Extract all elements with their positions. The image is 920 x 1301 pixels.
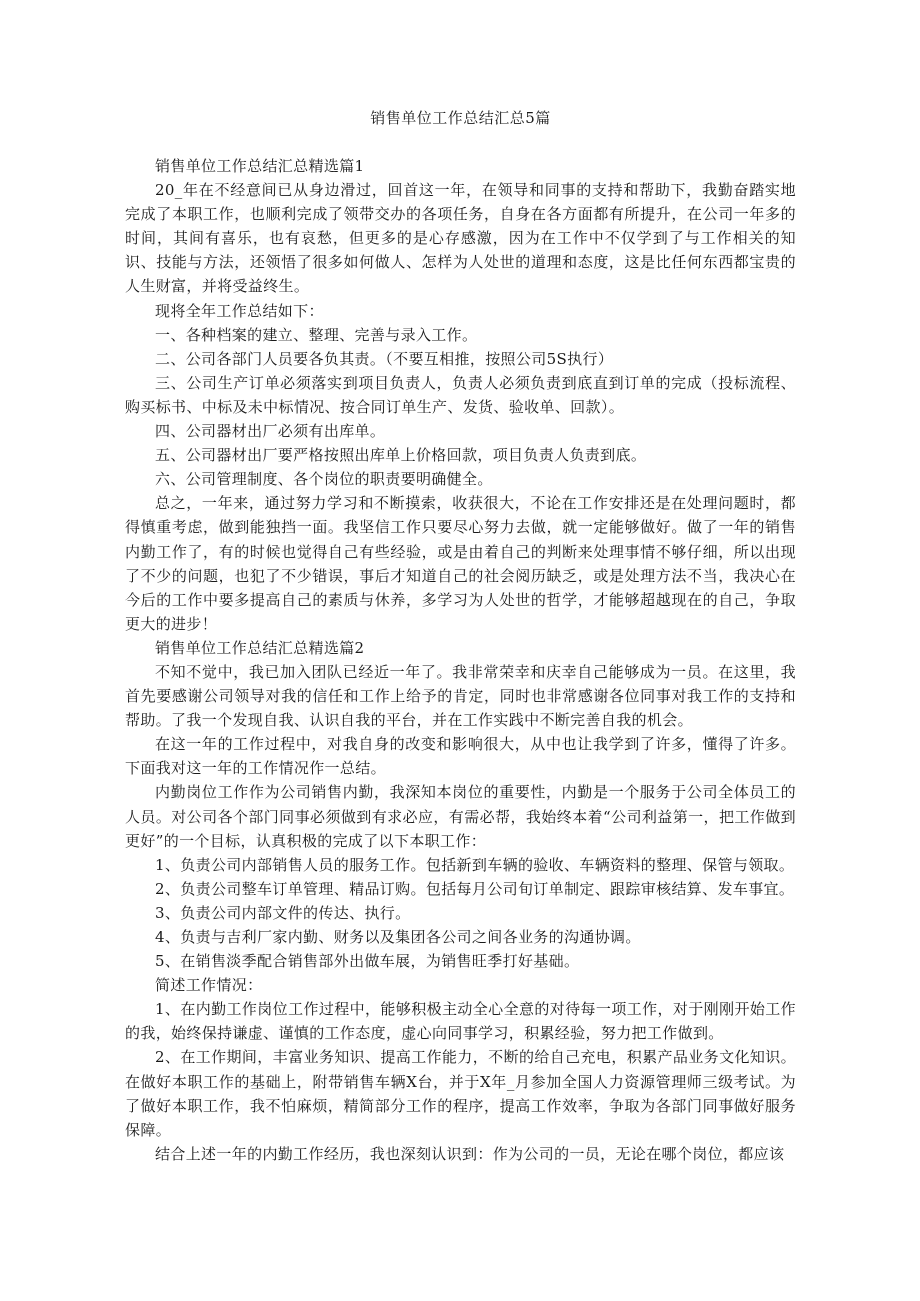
list-item: 一、各种档案的建立、整理、完善与录入工作。 [155, 325, 478, 344]
list-item: 5、在销售淡季配合销售部外出做车展，为销售旺季打好基础。 [155, 952, 580, 971]
list-item: 1、在内勤工作岗位工作过程中，能够积极主动全心全意的对待每一项工作，对于刚刚开始工作的我，始终保持谦虚、谨慎的工作态度，虚心向同事学习，积累经验，努力把工作做到。 [125, 1000, 796, 1043]
paragraph: 20_年在不经意间已从身边滑过，回首这一年，在领导和同事的支持和帮助下，我勤奋踏实地完成了本职工作，也顺利完成了领带交办的各项任务，自身在各方面都有所提升，在公司一年多的时间，其间有喜乐，也有哀愁，但更多的是心存感激，因为在工作中不仅学到了与工作相关的知识、技能与方法，还领悟了很多如何做人、怎样为人处世的道理和态度，这是比任何东西都宝贵的人生财富，并将受益终生。 [125, 181, 796, 296]
paragraph: 内勤岗位工作作为公司销售内勤，我深知本岗位的重要性，内勤是一个服务于公司全体员工的人员。对公司各个部门同事必须做到有求必应，有需必帮，我始终本着“公司利益第一，把工作做到更好”的一个目标，认真积极的完成了以下本职工作： [125, 783, 796, 850]
list-item: 二、公司各部门人员要各负其责。（不要互相推，按照公司5S执行） [155, 349, 614, 368]
list-item: 2、在工作期间，丰富业务知识、提高工作能力，不断的给自己充电，积累产品业务文化知识。在做好本职工作的基础上，附带销售车辆X台，并于X年_月参加全国人力资源管理师三级考试。为了做好本职工作，我不怕麻烦，精简部分工作的程序，提高工作效率，争取为各部门同事做好服务保障。 [125, 1048, 796, 1139]
paragraph: 简述工作情况： [155, 976, 263, 995]
paragraph: 在这一年的工作过程中，对我自身的改变和影响很大，从中也让我学到了许多，懂得了许多。下面我对这一年的工作情况作一总结。 [125, 735, 796, 778]
list-item: 三、公司生产订单必须落实到项目负责人，负责人必须负责到底直到订单的完成（投标流程、购买标书、中标及未中标情况、按合同订单生产、发货、验收单、回款）。 [125, 373, 796, 416]
list-item: 4、负责与吉利厂家内勤、财务以及集团各公司之间各业务的沟通协调。 [155, 928, 641, 946]
document-page [125, 106, 796, 1166]
list-item: 六、公司管理制度、各个岗位的职责要明确健全。 [155, 470, 493, 489]
document-body [125, 154, 796, 1166]
paragraph: 现将全年工作总结如下： [155, 301, 324, 320]
list-item: 1、负责公司内部销售人员的服务工作。包括新到车辆的验收、车辆资料的整理、保管与领取。 [155, 855, 795, 874]
section-heading-1: 销售单位工作总结汇总精选篇1 [155, 157, 365, 175]
list-item: 3、负责公司内部文件的传达、执行。 [155, 903, 411, 922]
paragraph: 总之，一年来，通过努力学习和不断摸索，收获很大，不论在工作安排还是在处理问题时，都得慎重考虑，做到能独挡一面。我坚信工作只要尽心努力去做，就一定能够做好。做了一年的销售内勤工作了，有的时候也觉得自己有些经验，或是由着自己的判断来处理事情不够仔细，所以出现了不少的问题，也犯了不少错误，事后才知道自己的社会阅历缺乏，或是处理方法不当，我决心在今后的工作中要多提高自己的素质与休养，多学习为人处世的哲学，才能够超越现在的自己，争取更大的进步！ [125, 494, 796, 633]
list-item: 四、公司器材出厂必须有出库单。 [155, 422, 386, 441]
document-title: 销售单位工作总结汇总5篇 [370, 109, 551, 127]
section-heading-2: 销售单位工作总结汇总精选篇2 [155, 638, 365, 657]
paragraph: 不知不觉中，我已加入团队已经近一年了。我非常荣幸和庆幸自己能够成为一员。在这里，我首先要感谢公司领导对我的信任和工作上给予的肯定，同时也非常感谢各位同事对我工作的支持和帮助。了我一个发现自我、认识自我的平台，并在工作实践中不断完善自我的机会。 [125, 662, 796, 730]
list-item: 2、负责公司整车订单管理、精品订购。包括每月公司旬订单制定、跟踪审核结算、发车事宜。 [155, 879, 795, 898]
paragraph: 结合上述一年的内勤工作经历，我也深刻认识到：作为公司的一员，无论在哪个岗位，都应该 [155, 1144, 785, 1163]
list-item: 五、公司器材出厂要严格按照出库单上价格回款，项目负责人负责到底。 [155, 446, 647, 465]
